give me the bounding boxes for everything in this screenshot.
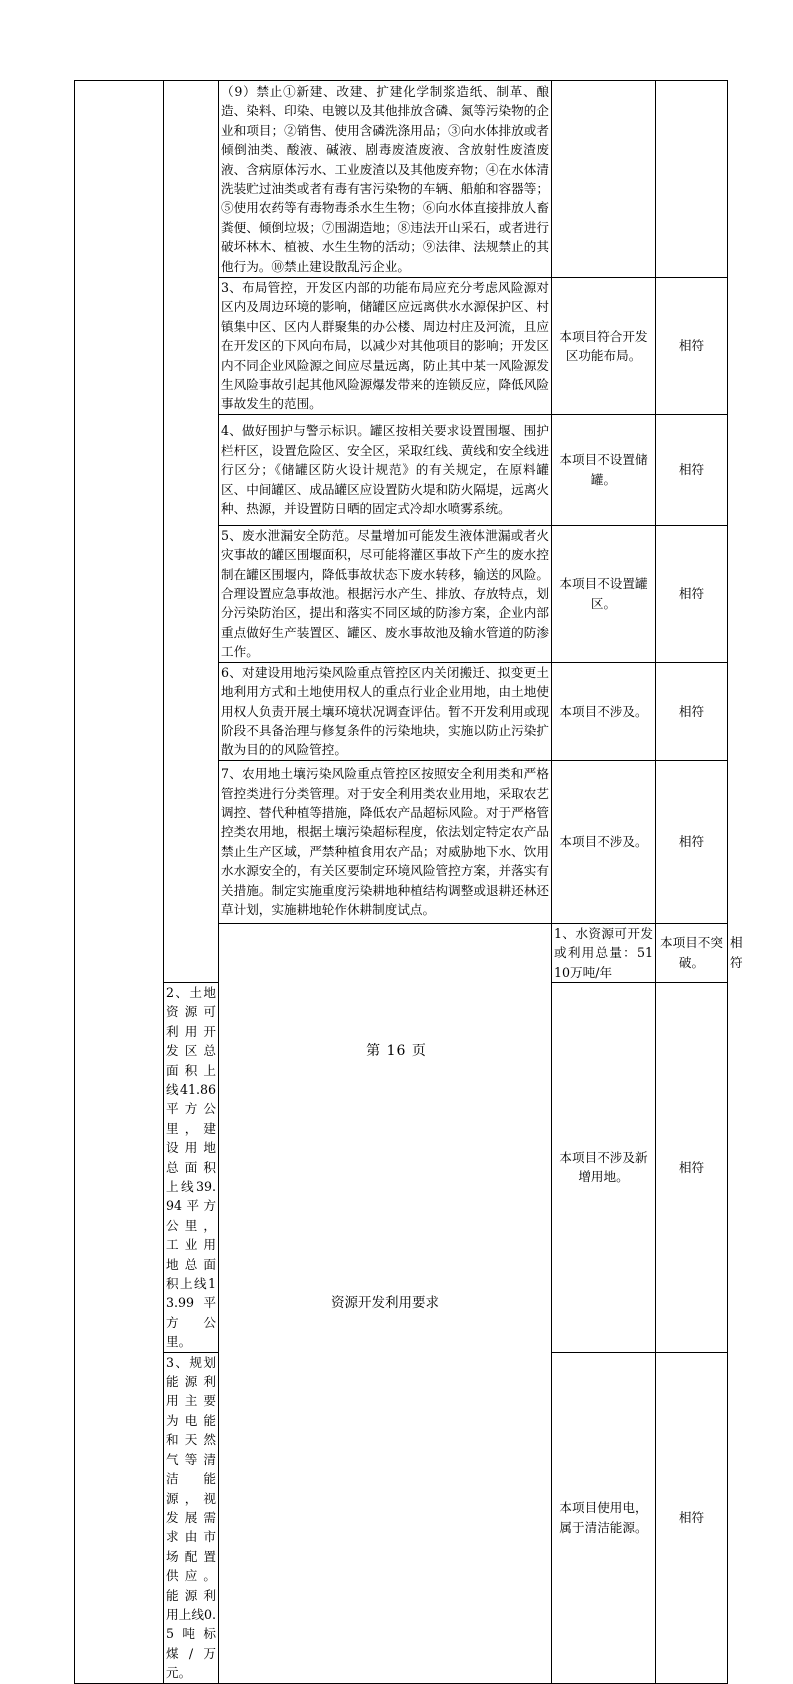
conformity-result [656,81,728,278]
requirement-text: 4、做好围护与警示标识。罐区按相关要求设置围堰、围护栏杆区，设置危险区、安全区，采取红线、黄线和安全线进行区分；《储罐区防火设计规范》的有关规定，在原料罐区、中间罐区、成品罐区应设置防火堤和防火隔堤，远离火种、热源，并设置防日晒的固定式冷却水喷雾系统。 [219,414,552,525]
requirement-text: 7、农用地土壤污染风险重点管控区按照安全利用类和严格管控类进行分类管理。对于安全利用类农业用地，采取农艺调控、替代种植等措施，降低农产品超标风险。对于严格管控类农用地，根据土壤污染超标程度，依法划定特定农产品禁止生产区域，严禁种植食用农产品；对威胁地下水、饮用水水源安全的，有关区要制定环境风险管控方案，并落实有关措施。制定实施重度污染耕地种植结构调整或退耕还林还草计划，实施耕地轮作休耕制度试点。 [219,760,552,923]
project-analysis [552,81,656,278]
conformity-result: 相符 [656,662,728,760]
requirement-text: 5、废水泄漏安全防范。尽量增加可能发生液体泄漏或者火灾事故的罐区围堰面积，尽可能将灌区事故下产生的废水控制在罐区围堰内，降低事故状态下废水转移，输送的风险。合理设置应急事故池。根据污水产生、排放、存放特点，划分污染防治区，提出和落实不同区域的防渗方案，企业内部重点做好生产装置区、罐区、废水事故池及输水管道的防渗工作。 [219,525,552,662]
conformity-result: 相符 [656,414,728,525]
project-analysis: 本项目不涉及。 [552,662,656,760]
requirement-text: 6、对建设用地污染风险重点管控区内关闭搬迁、拟变更土地利用方式和土地使用权人的重点行业企业用地，由土地使用权人负责开展土壤环境状况调查评估。暂不开发利用或现阶段不具备治理与修复条件的污染地块，实施以防止污染扩散为目的的风险管控。 [219,662,552,760]
requirement-text: 2、土地资源可利用开发区总面积上线41.86平方公里，建设用地总面积上线39.94平方公里，工业用地总面积上线13.99平方公里。 [164,982,219,1352]
page-number: 第 16 页 [366,1043,427,1059]
subcategory-cell-continued [164,81,219,983]
conformity-result: 相符 [656,760,728,923]
project-analysis: 本项目不突破。 [656,923,728,982]
resource-category-label: 资源开发利用要求 [219,923,552,1683]
table-row: 资源开发利用要求 1、水资源可开发或利用总量：5110万吨/年 本项目不突破。 相符 [75,923,728,982]
requirement-text: 3、规划能源利用主要为电能和天然气等清洁能源，视发展需求由市场配置供应。能源利用上线0.5吨标煤/万元。 [164,1352,219,1683]
project-analysis: 本项目使用电，属于清洁能源。 [552,1352,656,1683]
conformity-result: 相符 [656,525,728,662]
conformity-result: 相符 [656,278,728,415]
requirement-text: 3、布局管控，开发区内部的功能布局应充分考虑风险源对区内及周边环境的影响，储罐区应远离供水水源保护区、村镇集中区、区内人群聚集的办公楼、周边村庄及河流，且应在开发区的下风向布局，以减少对其他项目的影响；开发区内不同企业风险源之间应尽量远离，防止其中某一风险源发生风险事故引起其他风险源爆发带来的连锁反应，降低风险事故发生的范围。 [219,278,552,415]
conformity-result: 相符 [656,1352,728,1683]
project-analysis: 本项目不设置罐区。 [552,525,656,662]
project-analysis: 本项目不涉及。 [552,760,656,923]
requirement-text: （9）禁止①新建、改建、扩建化学制浆造纸、制革、酿造、染料、印染、电镀以及其他排放含磷、氮等污染物的企业和项目；②销售、使用含磷洗涤用品；③向水体排放或者倾倒油类、酸液、碱液、剧毒废渣废液、含放射性废渣废液、含病原体污水、工业废渣以及其他废弃物；④在水体清洗装贮过油类或者有毒有害污染物的车辆、船舶和容器等；⑤使用农药等有毒物毒杀水生生物；⑥向水体直接排放人畜粪便、倾倒垃圾；⑦围湖造地；⑧违法开山采石，或者进行破坏林木、植被、水生生物的活动；⑨法律、法规禁止的其他行为。⑩禁止建设散乱污企业。 [219,81,552,278]
category-cell-continued [75,81,164,1684]
project-analysis: 本项目不涉及新增用地。 [552,982,656,1352]
project-analysis: 本项目不设置储罐。 [552,414,656,525]
requirement-text: 1、水资源可开发或利用总量：5110万吨/年 [552,923,656,982]
conformity-result: 相符 [656,982,728,1352]
table-row [75,81,728,278]
project-analysis: 本项目符合开发区功能布局。 [552,278,656,415]
compliance-table [74,80,743,1684]
